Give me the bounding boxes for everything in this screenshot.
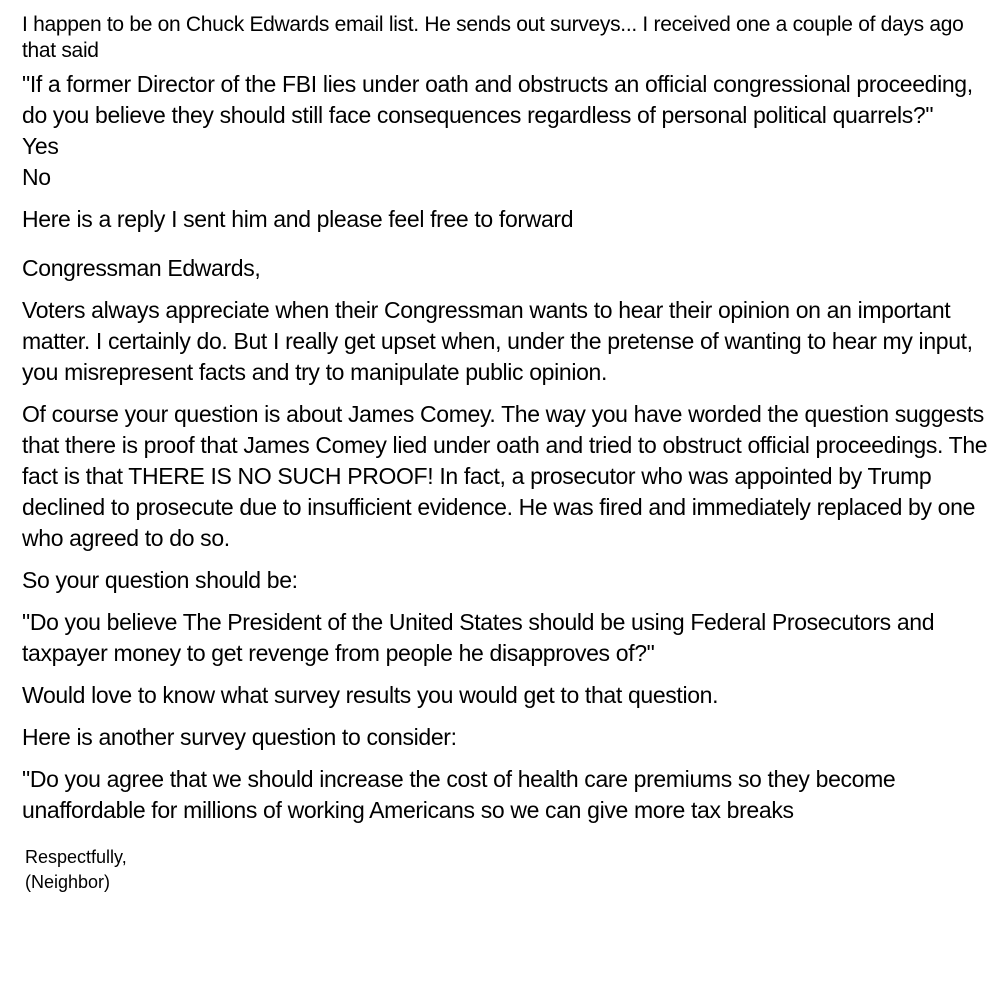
letter-paragraph-1: Voters always appreciate when their Congressman wants to hear their opinion on an important matter. I certainly do. But I really get upset when, under the pretense of wanting to hear my input, you misrepresent facts and try to manipulate public opinion. [22, 297, 973, 385]
survey-option-yes: Yes [22, 133, 59, 159]
document [22, 0, 990, 895]
letter-proposed-question-2: "Do you agree that we should increase the cost of health care premiums so they become unaffordable for millions of working Americans so we can give more tax breaks [22, 766, 896, 823]
letter-paragraph-3: So your question should be: [22, 567, 298, 593]
letter-paragraph-4: Would love to know what survey results you would get to that question. [22, 682, 719, 708]
survey-option-no: No [22, 164, 51, 190]
letter-closing: Respectfully, [25, 847, 127, 867]
intro-text: I happen to be on Chuck Edwards email list. He sends out surveys... I received one a couple of days ago that said [22, 13, 964, 62]
signature-block [22, 845, 990, 895]
letter-paragraph-2: Of course your question is about James Comey. The way you have worded the question suggests that there is proof that James Comey lied under oath and tried to obstruct official proceedings. The fact is that THERE IS NO SUCH PROOF! In fact, a prosecutor who was appointed by Trump declined to prosecute due to insufficient evidence. He was fired and immediately replaced by one who agreed to do so. [22, 401, 988, 551]
reply-intro: Here is a reply I sent him and please feel free to forward [22, 206, 574, 232]
survey-question: "If a former Director of the FBI lies under oath and obstructs an official congressional proceeding, do you believe they should still face consequences regardless of personal political quarrels?" [22, 71, 973, 128]
letter-paragraph-5: Here is another survey question to consider: [22, 724, 457, 750]
letter-salutation: Congressman Edwards, [22, 255, 261, 281]
letter-signature: (Neighbor) [25, 872, 111, 892]
letter-proposed-question-1: "Do you believe The President of the United States should be using Federal Prosecutors and taxpayer money to get revenge from people he disapproves of?" [22, 609, 935, 666]
